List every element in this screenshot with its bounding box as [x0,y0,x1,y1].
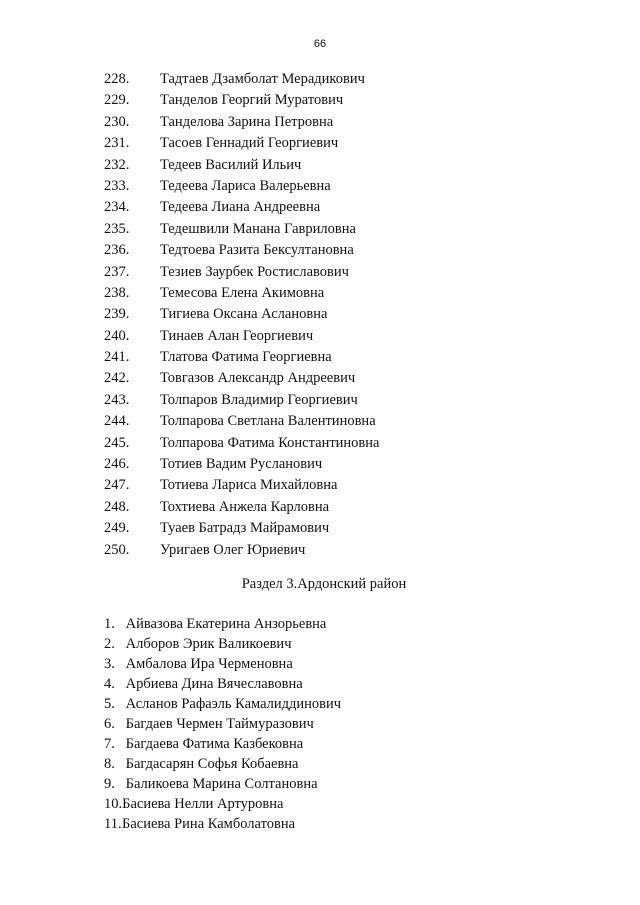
list-item [104,326,379,347]
list-item [104,774,341,794]
item-number: 243. [104,391,130,408]
list-item [104,634,341,654]
item-name: Тедеева Лиана Андреевна [160,199,321,216]
item-name: Тедешвили Манана Гавриловна [160,220,356,237]
page-number: 66 [313,38,327,50]
list-item [104,155,379,176]
item-name: Багдаев Чермен Таймуразович [125,716,314,732]
item-name: Тлатова Фатима Георгиевна [160,349,332,366]
item-number: 248. [104,498,130,515]
item-name: Тедеев Василий Ильич [160,156,302,173]
item-name: Уригаев Олег Юриевич [160,541,306,558]
item-number: 236. [104,242,130,259]
list-item [104,754,341,774]
list-item [104,694,341,714]
item-number: 241. [104,349,130,366]
item-name: Тасоев Геннадий Георгиевич [160,135,339,152]
list-item [104,540,379,561]
list-item [104,497,379,518]
item-number: 237. [104,263,130,280]
item-number: 235. [104,220,130,237]
item-name: Басиева Нелли Артуровна [122,796,284,812]
list-item [104,133,379,154]
list-item [104,714,341,734]
item-number: 2. [104,636,115,652]
item-number: 6. [104,716,115,732]
item-number: 5. [104,696,115,712]
item-name: Тедеева Лариса Валерьевна [160,177,331,194]
list-item [104,794,341,814]
item-number: 10. [104,796,123,812]
item-name: Асланов Рафаэль Камалиддинович [125,696,342,712]
item-number: 11. [104,816,122,832]
item-number: 230. [104,113,130,130]
list-item [104,654,341,674]
item-name: Тохтиева Анжела Карловна [160,498,330,515]
list-item [104,518,379,539]
list-item [104,674,341,694]
item-number: 4. [104,676,115,692]
item-number: 244. [104,413,130,430]
item-name: Тезиев Заурбек Ростиславович [160,263,349,280]
item-name: Толпарова Светлана Валентиновна [160,413,376,430]
item-number: 238. [104,284,130,301]
item-number: 246. [104,456,130,473]
item-number: 250. [104,541,130,558]
item-name: Темесова Елена Акимовна [160,284,325,301]
item-number: 3. [104,656,115,672]
item-name: Танделов Георгий Муратович [160,92,344,109]
list-item [104,734,341,754]
item-name: Басиева Рина Камболатовна [122,816,296,832]
list-item [104,219,379,240]
name-list-continued [104,69,379,561]
item-name: Толпаров Владимир Георгиевич [160,391,358,408]
list-item [104,475,379,496]
item-number: 232. [104,156,130,173]
item-name: Тигиева Оксана Аслановна [160,306,328,323]
name-list-section-3 [104,614,341,834]
item-name: Туаев Батрадз Майрамович [160,520,330,537]
item-name: Тедтоева Разита Бексултановна [160,242,354,259]
item-name: Танделова Зарина Петровна [160,113,334,130]
item-name: Арбиева Дина Вячеславовна [125,676,303,692]
item-number: 7. [104,736,115,752]
list-item [104,411,379,432]
item-number: 242. [104,370,130,387]
item-number: 240. [104,327,130,344]
item-name: Алборов Эрик Валикоевич [125,636,292,652]
item-name: Тотиев Вадим Русланович [160,456,323,473]
item-number: 228. [104,71,130,87]
item-number: 247. [104,477,130,494]
item-number: 231. [104,135,130,152]
list-item [104,69,379,90]
list-item [104,454,379,475]
item-name: Толпарова Фатима Константиновна [160,434,380,451]
item-name: Товгазов Александр Андреевич [160,370,356,387]
item-name: Амбалова Ира Черменовна [125,656,293,672]
item-number: 245. [104,434,130,451]
item-number: 8. [104,756,115,772]
list-item [104,90,379,111]
list-item [104,240,379,261]
item-number: 233. [104,177,130,194]
item-number: 9. [104,776,115,792]
item-name: Тинаев Алан Георгиевич [160,327,314,344]
item-name: Тадтаев Дзамболат Мерадикович [160,71,365,87]
list-item [104,614,341,634]
list-item [104,390,379,411]
item-number: 1. [104,616,115,632]
section-title: Раздел 3.Ардонский район [241,576,407,592]
list-item [104,304,379,325]
list-item [104,347,379,368]
item-name: Айвазова Екатерина Анзорьевна [125,616,327,632]
list-item [104,176,379,197]
item-name: Багдасарян Софья Кобаевна [125,756,299,772]
item-number: 234. [104,199,130,216]
item-number: 249. [104,520,130,537]
list-item [104,262,379,283]
item-name: Баликоева Марина Солтановна [125,776,318,792]
list-item [104,368,379,389]
item-name: Тотиева Лариса Михайловна [160,477,338,494]
list-item [104,283,379,304]
list-item [104,197,379,218]
list-item [104,814,341,834]
item-name: Багдаева Фатима Казбековна [125,736,304,752]
item-number: 229. [104,92,130,109]
list-item [104,433,379,454]
item-number: 239. [104,306,130,323]
list-item [104,112,379,133]
